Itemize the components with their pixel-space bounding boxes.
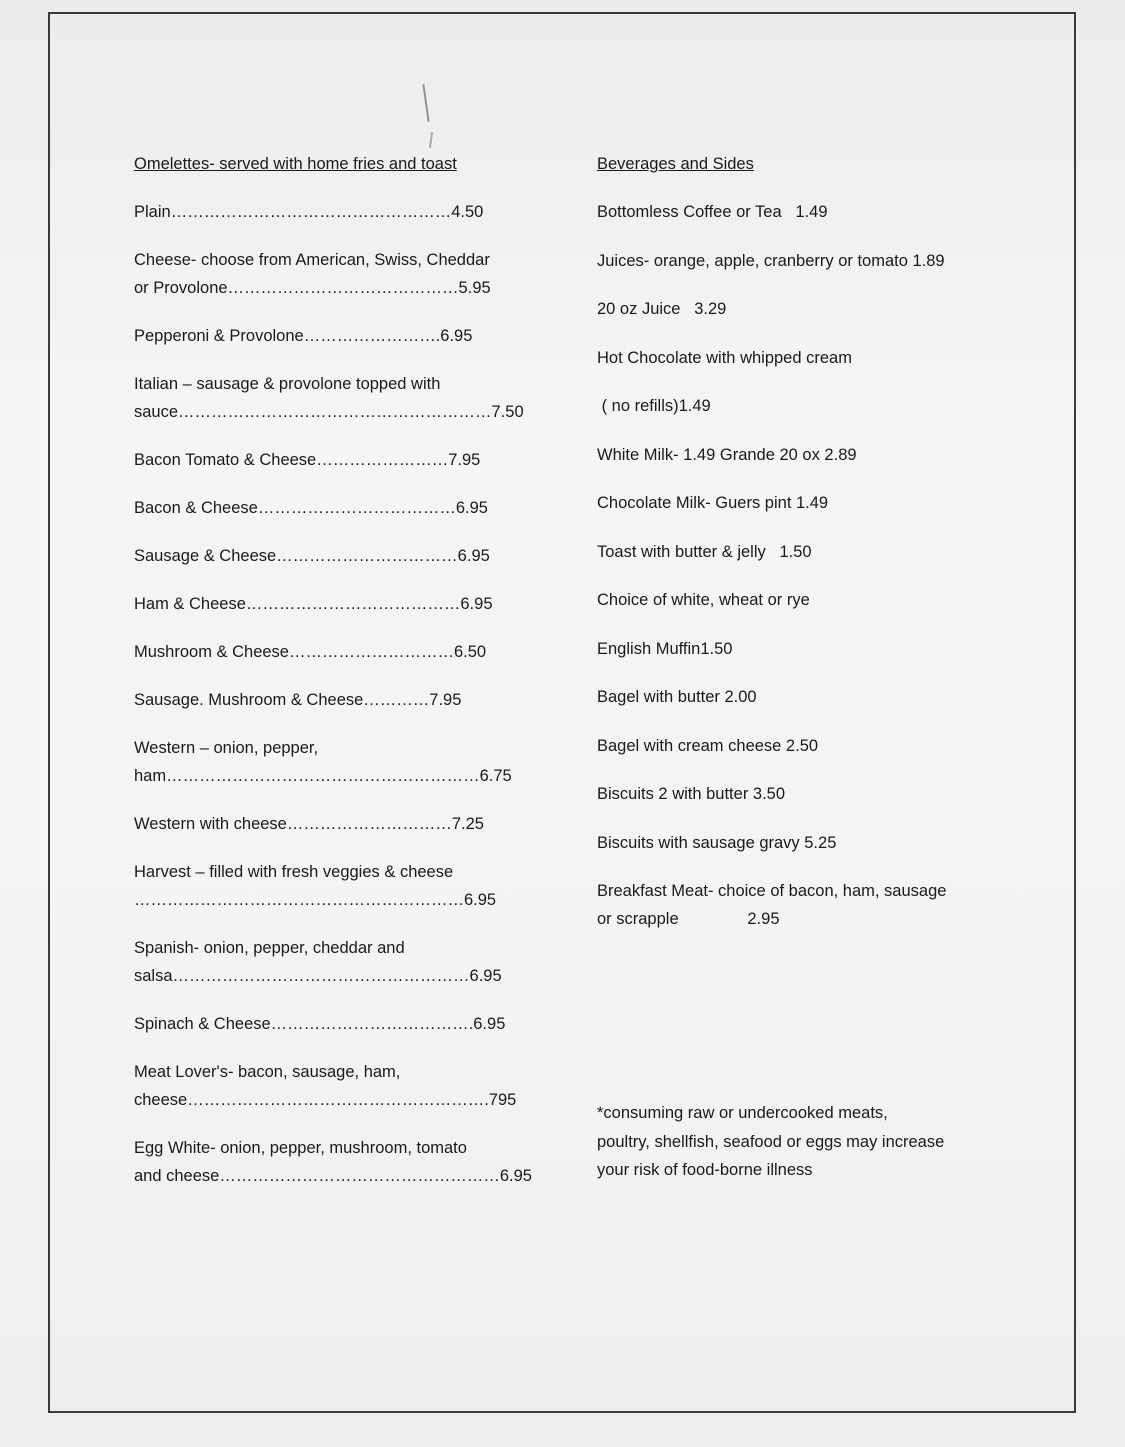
beverages-section <box>597 150 997 1185</box>
menu-item: Spanish- onion, pepper, cheddar and salsa………………………………………………6.95 <box>134 939 502 985</box>
menu-item: Plain……………………………………………4.50 <box>134 203 484 221</box>
menu-item: Pepperoni & Provolone…………………….6.95 <box>134 327 473 345</box>
menu-item: Spinach & Cheese……………………………….6.95 <box>134 1015 506 1033</box>
menu-item: Choice of white, wheat or rye <box>597 591 810 609</box>
food-safety-note: *consuming raw or undercooked meats, poultry, shellfish, seafood or eggs may increase your risk of food-borne illness <box>597 1104 945 1179</box>
menu-item: 20 oz Juice 3.29 <box>597 300 727 318</box>
omelettes-heading: Omelettes- served with home fries and toast <box>134 155 457 173</box>
menu-item: Bagel with cream cheese 2.50 <box>597 736 819 755</box>
menu-item: Western with cheese…………………………7.25 <box>134 815 484 833</box>
menu-item: Cheese- choose from American, Swiss, Cheddar or Provolone……………………………………5.95 <box>134 251 491 297</box>
menu-item: Hot Chocolate with whipped cream <box>597 348 852 367</box>
menu-item: Biscuits 2 with butter 3.50 <box>597 785 786 803</box>
menu-item: Egg White- onion, pepper, mushroom, tomato and cheese……………………………………………6.95 <box>134 1139 532 1185</box>
menu-item: Sausage. Mushroom & Cheese…………7.95 <box>134 691 462 709</box>
menu-item: Bagel with butter 2.00 <box>597 688 757 706</box>
menu-item: Bottomless Coffee or Tea 1.49 <box>597 203 828 221</box>
menu-item: Ham & Cheese…………………………………6.95 <box>134 595 493 613</box>
menu-item: Bacon Tomato & Cheese……………………7.95 <box>134 451 481 469</box>
menu-item: Western – onion, pepper, ham…………………………………………………6.75 <box>134 739 512 785</box>
menu-item: English Muffin1.50 <box>597 639 733 658</box>
menu-item: White Milk- 1.49 Grande 20 ox 2.89 <box>597 445 857 464</box>
menu-item: Harvest – filled with fresh veggies & cheese ……………………………………………………6.95 <box>134 863 497 909</box>
menu-item: Chocolate Milk- Guers pint 1.49 <box>597 494 829 512</box>
menu-item: Mushroom & Cheese…………………………6.50 <box>134 643 487 661</box>
beverages-heading: Beverages and Sides <box>597 155 754 173</box>
menu-item: Juices- orange, apple, cranberry or tomato 1.89 <box>597 251 945 270</box>
menu-item: Meat Lover's- bacon, sausage, ham, cheese……………………………………………….795 <box>134 1063 517 1109</box>
menu-item: Toast with butter & jelly 1.50 <box>597 542 812 561</box>
menu-item: Sausage & Cheese……………………………6.95 <box>134 547 490 565</box>
menu-item: Breakfast Meat- choice of bacon, ham, sausage or scrapple 2.95 <box>597 882 947 928</box>
menu-item: Bacon & Cheese………………………………6.95 <box>134 499 488 517</box>
menu-item: Italian – sausage & provolone topped with sauce…………………………………………………7.50 <box>134 375 524 421</box>
menu-item: Biscuits with sausage gravy 5.25 <box>597 833 837 852</box>
omelettes-section <box>134 150 534 1210</box>
menu-item: ( no refills)1.49 <box>597 397 711 415</box>
